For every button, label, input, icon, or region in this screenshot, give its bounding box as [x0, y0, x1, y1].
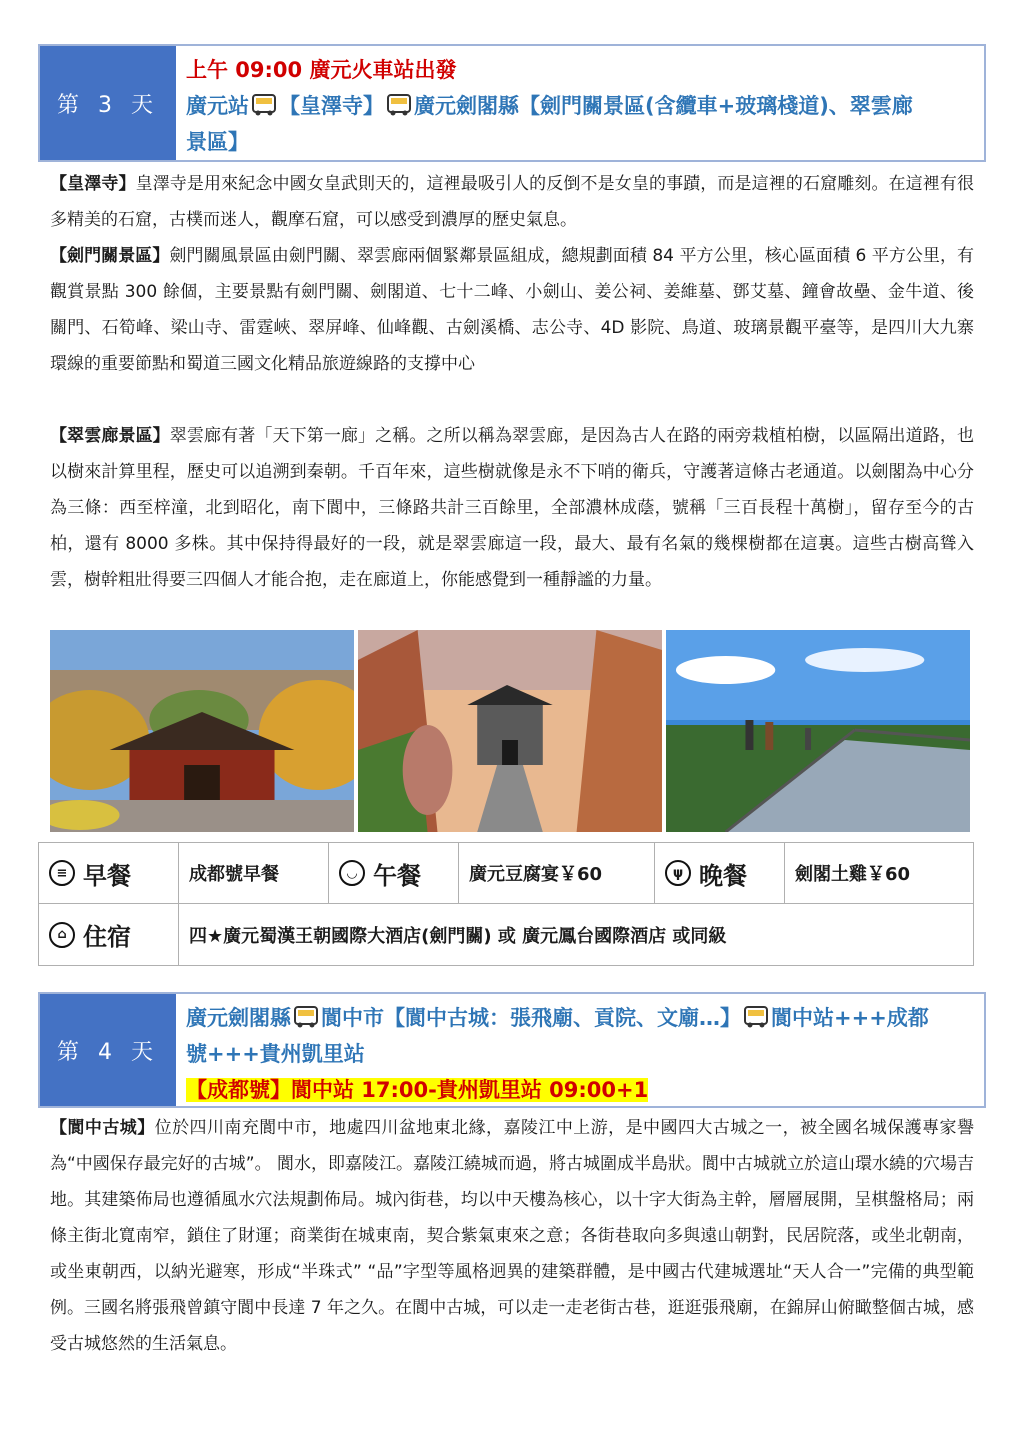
day4-route-line: 廣元劍閣縣 閬中市【閬中古城：張飛廟、貢院、文廟…】 閬中站+++成都: [186, 1006, 929, 1030]
bed-icon: ⌂: [49, 922, 75, 948]
paragraph-langzhong: 【閬中古城】位於四川南充閬中市，地處四川盆地東北緣，嘉陵江中上游，是中國四大古城之一，被全國名城保護專家譽為“中國保存最完好的古城”。 閬水，即嘉陵江。嘉陵江繞城而過，將古城圍成半島狀。閬中古城就立於這山環水繞的穴場吉地。其建築佈局也遵循風水穴法規劃佈局。城內街巷，均以中天樓為核心，以十字大街為主幹，層層展開，呈棋盤格局；兩條主街北寬南窄，鎖住了財運；商業街在城東南，契合紫氣東來之意；各街巷取向多與遠山朝對，民居院落，或坐北朝南，或坐東朝西，以納光避寒，形成“半珠式” “品”字型等風格迥異的建築群體，是中國古代建城選址“天人合一”完備的典型範例。三國名將張飛曾鎮守閬中長達 7 年之久。在閬中古城，可以走一走老街古巷，逛逛張飛廟，在錦屏山俯瞰整個古城，感受古城悠然的生活氣息。: [50, 1118, 975, 1354]
breakfast-icon: ≡: [49, 860, 75, 886]
day3-route: [176, 46, 984, 160]
day4-label: 第 4 天: [40, 994, 176, 1106]
bowl-icon: ◡: [339, 860, 365, 886]
hotel-label-cell: ⌂ 住宿: [39, 904, 179, 965]
breakfast-label-cell: ≡ 早餐: [39, 843, 179, 903]
paragraph-huangze: 【皇澤寺】皇澤寺是用來紀念中國女皇武則天的，這裡最吸引人的反倒不是女皇的事蹟，而是這裡的石窟雕刻。在這裡有很多精美的石窟，古樸而迷人，觀摩石窟，可以感受到濃厚的歷史氣息。: [50, 174, 975, 230]
hotel-row: [39, 904, 973, 965]
hotel-value: 四★廣元蜀漢王朝國際大酒店(劍門關) 或 廣元鳳台國際酒店 或同級: [189, 925, 727, 947]
meal-row: [39, 843, 973, 904]
paragraph-cuiyun: 【翠雲廊景區】翠雲廊有著「天下第一廊」之稱。之所以稱為翠雲廊，是因為古人在路的兩旁栽植柏樹，以區隔出道路，也以樹來計算里程，歷史可以追溯到秦朝。千百年來，這些樹就像是永不下哨的衛兵，守護著這條古老通道。以劍閣為中心分為三條：西至梓潼，北到昭化，南下閬中，三條路共計三百餘里，全部濃林成蔭，號稱「三百長程十萬樹」，留存至今的古柏，還有 8000 多株。其中保持得最好的一段，就是翠雲廊這一段，最大、最有名氣的幾棵樹都在這裏。這些古樹高聳入雲，樹幹粗壯得要三四個人才能合抱，走在廊道上，你能感覺到一種靜謐的力量。: [50, 426, 975, 590]
dinner-value: 劍閣土雞￥60: [795, 864, 911, 885]
photo-glass-walkway: [666, 630, 970, 832]
paragraph-jianmen: 【劍門關景區】劍門關風景區由劍門關、翠雲廊兩個緊鄰景區組成，總規劃面積 84 平方公里，核心區面積 6 平方公里，有觀賞景點 300 餘個，主要景點有劍門關、劍閣道、七十二峰、小劍山、姜公祠、姜維墓、鄧艾墓、鐘會故壘、金牛道、後關門、石筍峰、梁山寺、雷霆峽、翠屏峰、仙峰觀、古劍溪橋、志公寺、4D 影院、鳥道、玻璃景觀平臺等，是四川大九寨環線的重要節點和蜀道三國文化精品旅遊線路的支撐中心: [50, 246, 975, 374]
photo-temple: [50, 630, 354, 832]
bus-icon: [251, 93, 277, 117]
breakfast-value: 成都號早餐: [179, 843, 329, 903]
day3-route-line-2: 景區】: [186, 130, 249, 154]
day4-header: [38, 992, 986, 1108]
photo-strip: [50, 630, 970, 832]
bus-icon: [386, 93, 412, 117]
day4-route: [176, 994, 984, 1106]
bus-icon: [293, 1005, 319, 1029]
cutlery-icon: ψ: [665, 860, 691, 886]
day4-train-line: 【成都號】閬中站 17:00-貴州凱里站 09:00+1: [186, 1078, 649, 1102]
day3-header: [38, 44, 986, 162]
dinner-label-cell: ψ 晚餐: [655, 843, 785, 903]
lunch-value: 廣元豆腐宴￥60: [459, 843, 655, 903]
day4-route-line-2: 號+++貴州凱里站: [186, 1042, 365, 1066]
photo-jianmen-gate: [358, 630, 662, 832]
day3-route-line: 廣元站 【皇澤寺】 廣元劍閣縣【劍門關景區(含纜車+玻璃棧道)、翠雲廊: [186, 94, 913, 118]
lunch-label-cell: ◡ 午餐: [329, 843, 459, 903]
day3-time: 上午 09:00 廣元火車站出發: [186, 58, 457, 82]
day3-label: 第 3 天: [40, 46, 176, 160]
meal-table: [38, 842, 974, 966]
bus-icon: [743, 1005, 769, 1029]
